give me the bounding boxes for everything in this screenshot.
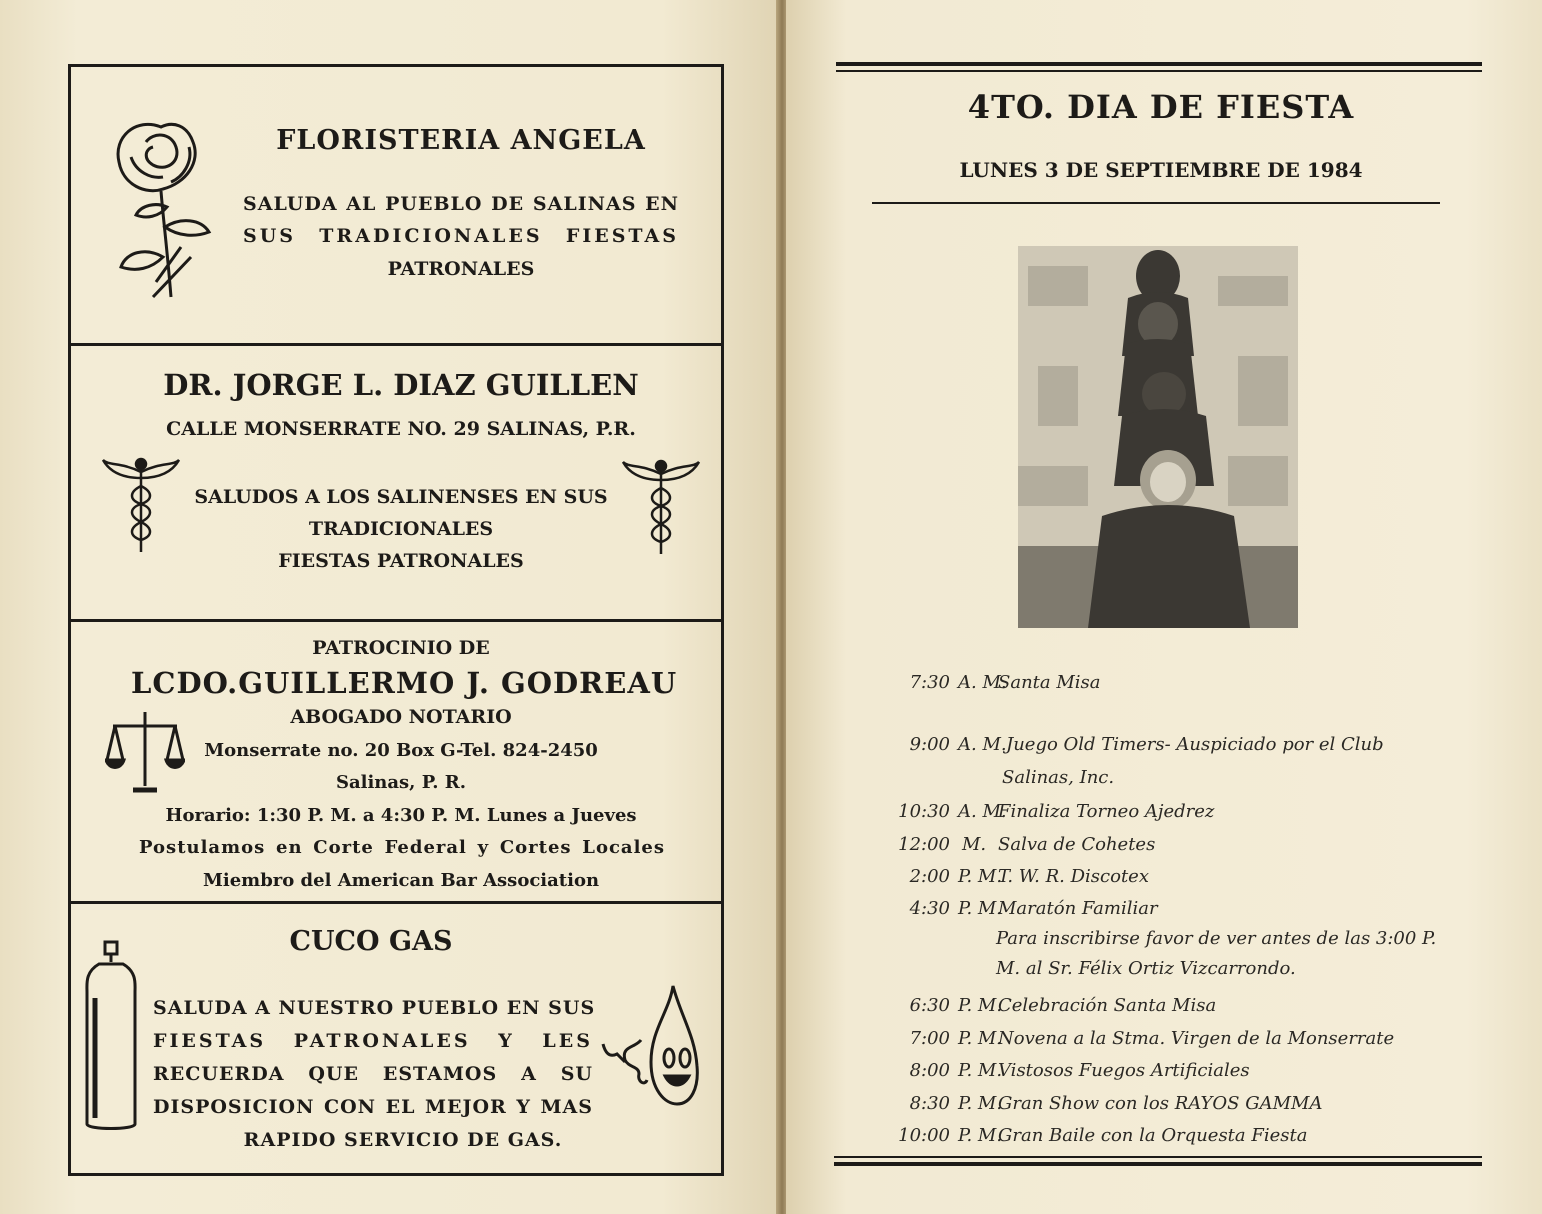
- ad3-line3: Horario: 1:30 P. M. a 4:30 P. M. Lunes a Jueves: [165, 805, 637, 826]
- ad1-line3: PATRONALES: [387, 258, 535, 280]
- title-rule: [872, 202, 1440, 204]
- schedule-time: 9:00: [909, 734, 950, 756]
- ad4-line: RAPIDO SERVICIO DE GAS.: [243, 1129, 563, 1151]
- ad3-line2: Salinas, P. R.: [335, 772, 467, 793]
- ad4-line: RECUERDA QUE ESTAMOS A SU: [153, 1063, 593, 1085]
- schedule-row: [866, 801, 1466, 833]
- ads-box: [68, 64, 724, 1176]
- schedule-row: [866, 866, 1466, 898]
- caduceus-icon: [101, 452, 181, 562]
- schedule-desc: Salva de Cohetes: [998, 833, 1156, 855]
- schedule-time: 2:00: [909, 865, 950, 887]
- schedule-time: 10:00: [898, 1124, 950, 1146]
- ad1-line1: SALUDA AL PUEBLO DE SALINAS EN: [243, 193, 679, 215]
- ad4-title: CUCO GAS: [289, 926, 453, 957]
- ad3-title: LCDO.GUILLERMO J. GODREAU: [131, 666, 678, 700]
- ad3-pre: PATROCINIO DE: [312, 637, 490, 659]
- schedule-desc: Novena a la Stma. Virgen de la Monserrate: [998, 1027, 1395, 1049]
- schedule-time: 12:00: [898, 833, 950, 855]
- schedule-desc: Santa Misa: [998, 672, 1101, 693]
- schedule-time: 4:30: [909, 898, 950, 920]
- schedule: [866, 672, 1466, 1157]
- group-photo: [1018, 246, 1298, 628]
- ad2-line3: FIESTAS PATRONALES: [278, 550, 524, 572]
- ad-floristeria: [71, 67, 721, 346]
- ad3-line5: Miembro del American Bar Association: [202, 870, 600, 891]
- ad2-line1: SALUDOS A LOS SALINENSES EN SUS: [194, 486, 608, 508]
- schedule-desc: Finaliza Torneo Ajedrez: [998, 801, 1215, 823]
- schedule-ampm: P. M.: [958, 1092, 1003, 1114]
- schedule-desc: Celebración Santa Misa: [998, 995, 1217, 1017]
- schedule-desc: Gran Baile con la Orquesta Fiesta: [998, 1124, 1308, 1146]
- top-rule: [836, 70, 1482, 72]
- ad1-line2: SUS TRADICIONALES FIESTAS: [243, 225, 679, 247]
- schedule-ampm: A. M.: [958, 672, 1007, 693]
- schedule-row: [866, 704, 1466, 789]
- schedule-ampm: P. M.: [958, 1060, 1003, 1082]
- schedule-desc: T. W. R. Discotex: [998, 865, 1149, 887]
- ad4-line: DISPOSICION CON EL MEJOR Y MAS: [153, 1096, 593, 1118]
- right-page: [786, 0, 1542, 1214]
- ad3-subtitle: ABOGADO NOTARIO: [290, 706, 512, 728]
- schedule-time: 10:30: [898, 801, 950, 823]
- gas-cylinder-icon: [81, 938, 141, 1134]
- page-date: LUNES 3 DE SEPTIEMBRE DE 1984: [959, 158, 1363, 182]
- schedule-desc: Vistosos Fuegos Artificiales: [998, 1060, 1250, 1082]
- schedule-ampm: A. M.: [958, 734, 1007, 756]
- schedule-desc: Gran Show con los RAYOS GAMMA: [998, 1092, 1323, 1114]
- ad4-body: [153, 992, 596, 1157]
- schedule-row: [866, 672, 1466, 704]
- schedule-cont: Salinas, Inc.: [1002, 767, 1115, 789]
- schedule-ampm: A. M.: [958, 801, 1007, 823]
- ad-cuco-gas: [71, 904, 721, 1173]
- ad-lawyer: [71, 622, 721, 904]
- bottom-rule: [834, 1162, 1482, 1166]
- ad2-address: CALLE MONSERRATE NO. 29 SALINAS, P.R.: [166, 418, 636, 440]
- schedule-time: 8:30: [909, 1092, 950, 1114]
- bottom-rule: [834, 1156, 1482, 1158]
- schedule-row: [866, 898, 1466, 995]
- schedule-ampm: P. M.: [958, 898, 1003, 920]
- ad4-line: FIESTAS PATRONALES Y LES: [153, 1030, 593, 1052]
- schedule-ampm: M.: [962, 833, 987, 855]
- page-title: 4TO. DIA DE FIESTA: [967, 88, 1355, 126]
- schedule-ampm: P. M.: [958, 865, 1003, 887]
- schedule-row: [866, 1060, 1466, 1092]
- schedule-ampm: P. M.: [958, 1027, 1003, 1049]
- ad-doctor: [71, 346, 721, 622]
- schedule-cont: M. al Sr. Félix Ortiz Vizcarrondo.: [996, 958, 1296, 980]
- schedule-row: [866, 1093, 1466, 1125]
- schedule-row: [866, 1028, 1466, 1060]
- schedule-row: [866, 1125, 1466, 1157]
- schedule-time: 7:00: [909, 1027, 950, 1049]
- gas-flame-mascot-icon: [601, 982, 701, 1112]
- schedule-cont: Para inscribirse favor de ver antes de las 3:00 P.: [996, 928, 1437, 950]
- schedule-row: [866, 995, 1466, 1027]
- ad1-title: FLORISTERIA ANGELA: [276, 125, 646, 156]
- rose-icon: [101, 107, 221, 307]
- top-rule: [836, 62, 1482, 66]
- schedule-desc: Juego Old Timers- Auspiciado por el Club: [1006, 734, 1384, 756]
- schedule-desc: Maratón Familiar: [998, 898, 1158, 920]
- schedule-row: [866, 834, 1466, 866]
- ad3-line1: Monserrate no. 20 Box G-Tel. 824-2450: [204, 740, 598, 761]
- schedule-time: 6:30: [909, 995, 950, 1017]
- ad2-line2: TRADICIONALES: [308, 518, 494, 540]
- ad2-title: DR. JORGE L. DIAZ GUILLEN: [163, 368, 639, 402]
- schedule-ampm: P. M.: [958, 1124, 1003, 1146]
- caduceus-icon: [621, 454, 701, 564]
- schedule-time: 8:00: [909, 1060, 950, 1082]
- ad4-line: SALUDA A NUESTRO PUEBLO EN SUS: [153, 997, 596, 1019]
- schedule-time: 7:30: [909, 672, 950, 693]
- ad3-line4: Postulamos en Corte Federal y Cortes Locales: [139, 837, 665, 858]
- schedule-ampm: P. M.: [958, 995, 1003, 1017]
